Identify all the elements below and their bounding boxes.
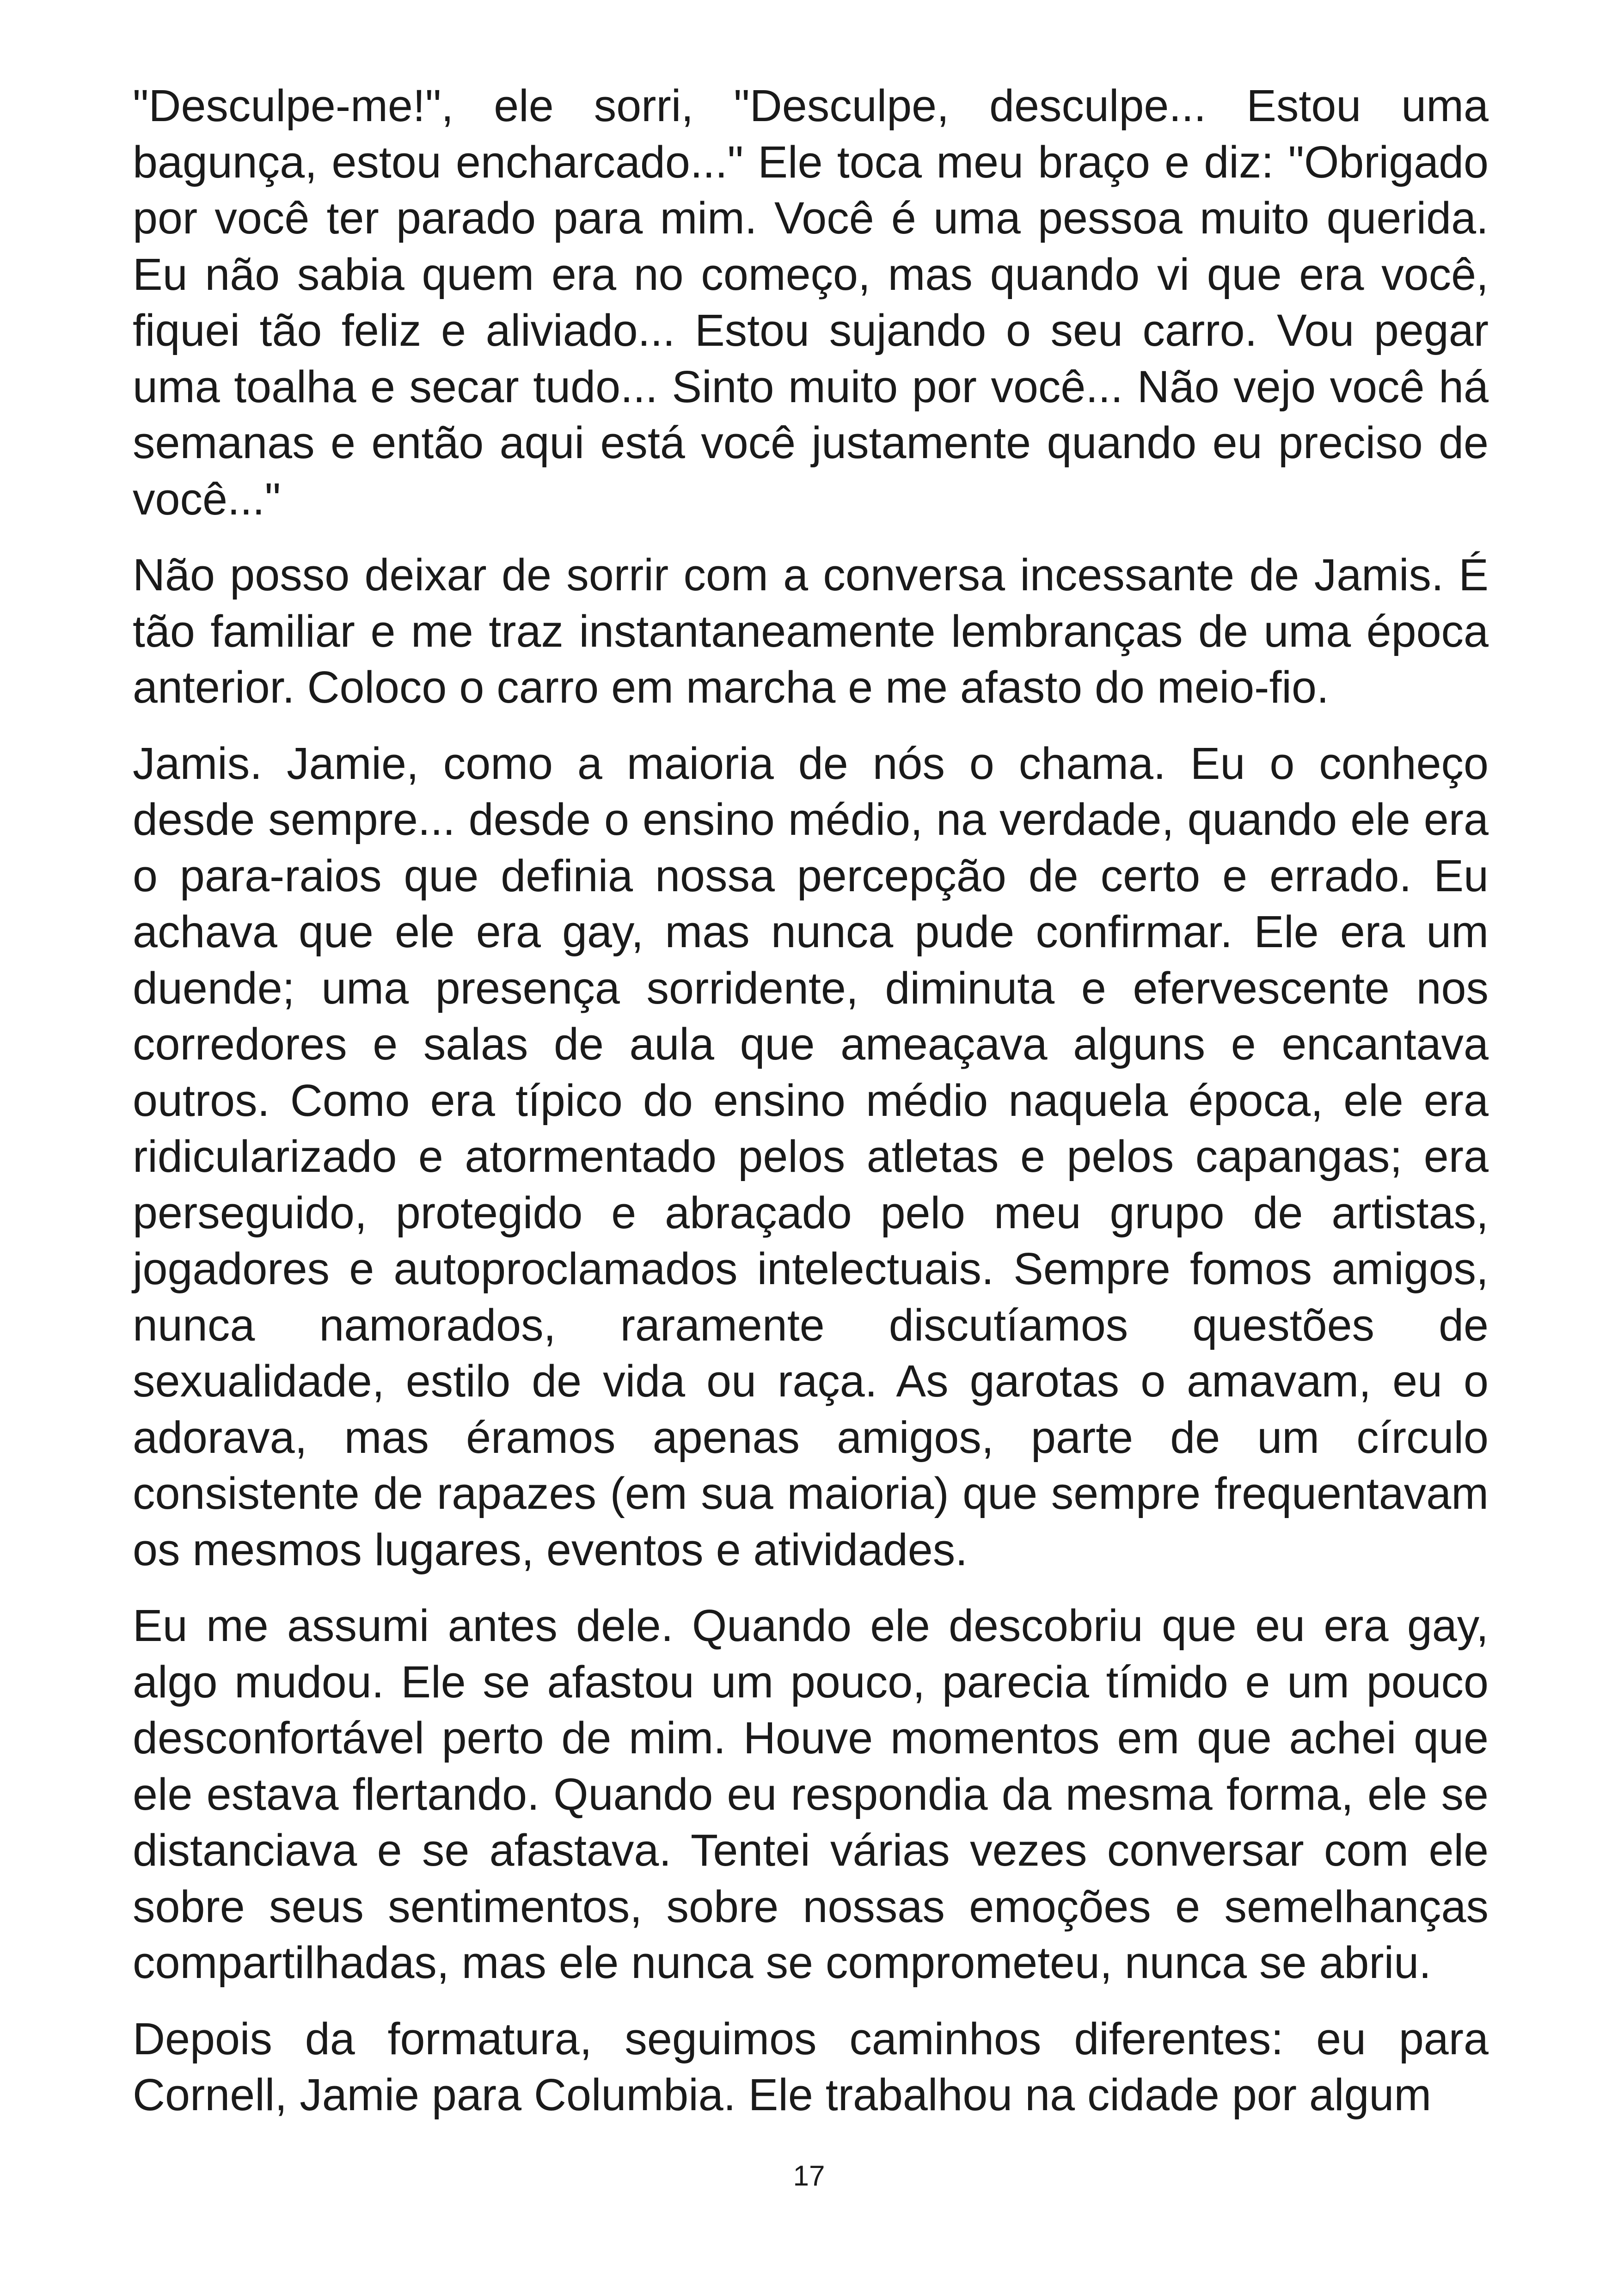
paragraph-1: "Desculpe-me!", ele sorri, "Desculpe, desculpe... Estou uma bagunça, estou encharcado..." Ele toca meu braço e diz: "Obrigado por você ter parado para mim. Você é uma pessoa muito querida. Eu não sabia quem era no começo, mas quando vi que era você, fiquei tão feliz e aliviado... Estou sujando o seu carro. Vou pegar uma toalha e secar tudo... Sinto muito por você... Não vejo você há semanas e então aqui está você justamente quando eu preciso de você..." [133,80,1489,524]
paragraph-4: Eu me assumi antes dele. Quando ele descobriu que eu era gay, algo mudou. Ele se afastou um pouco, parecia tímido e um pouco desconfortável perto de mim. Houve momentos em que achei que ele estava flertando. Quando eu respondia da mesma forma, ele se distanciava e se afastava. Tentei várias vezes conversar com ele sobre seus sentimentos, sobre nossas emoções e semelhanças compartilhadas, mas ele nunca se comprometeu, nunca se abriu. [133,1600,1489,1988]
body-text [133,78,1489,2123]
paragraph-3: Jamis. Jamie, como a maioria de nós o chama. Eu o conheço desde sempre... desde o ensino médio, na verdade, quando ele era o para-raios que definia nossa percepção de certo e errado. Eu achava que ele era gay, mas nunca pude confirmar. Ele era um duende; uma presença sorridente, diminuta e efervescente nos corredores e salas de aula que ameaçava alguns e encantava outros. Como era típico do ensino médio naquela época, ele era ridicularizado e atormentado pelos atletas e pelos capangas; era perseguido, protegido e abraçado pelo meu grupo de artistas, jogadores e autoproclamados intelectuais. Sempre fomos amigos, nunca namorados, raramente discutíamos questões de sexualidade, estilo de vida ou raça. As garotas o amavam, eu o adorava, mas éramos apenas amigos, parte de um círculo consistente de rapazes (em sua maioria) que sempre frequentavam os mesmos lugares, eventos e atividades. [133,738,1489,1575]
paragraph-2: Não posso deixar de sorrir com a conversa incessante de Jamis. É tão familiar e me traz instantaneamente lembranças de uma época anterior. Coloco o carro em marcha e me afasto do meio-fio. [133,550,1489,712]
paragraph-5: Depois da formatura, seguimos caminhos diferentes: eu para Cornell, Jamie para Columbia. Ele trabalhou na cidade por algum [133,2013,1489,2120]
page-number: 17 [793,2160,825,2192]
